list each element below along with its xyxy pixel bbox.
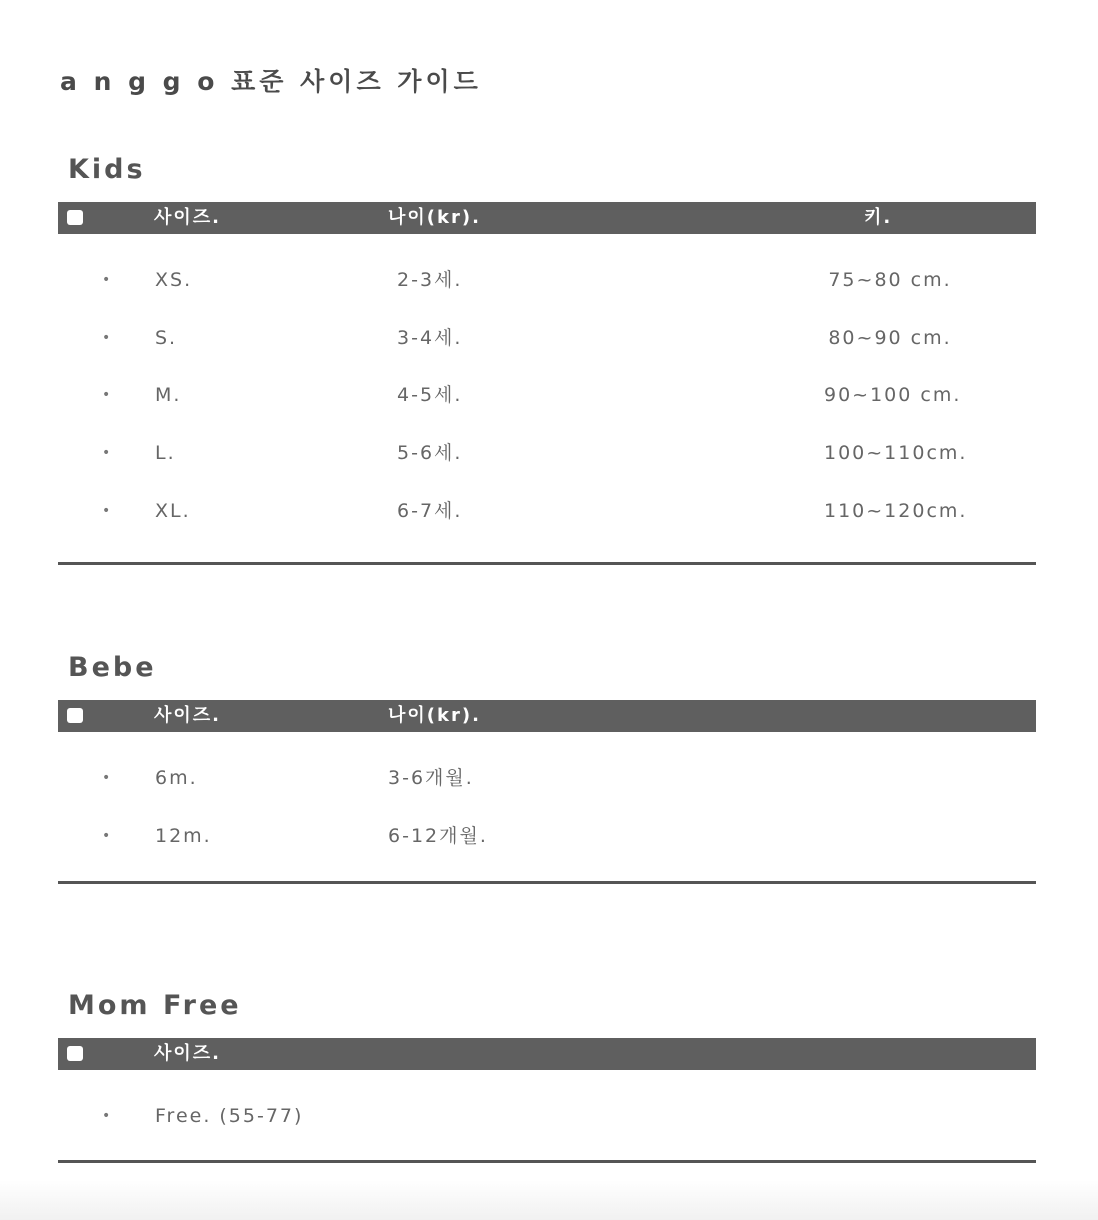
table-row: [58, 763, 1036, 793]
size-cell: M.: [155, 384, 182, 406]
bullet-icon: •: [102, 1108, 113, 1124]
age-cell: 5-6세.: [397, 442, 463, 464]
bullet-icon: •: [102, 272, 113, 288]
bottom-fade: [0, 1180, 1098, 1220]
height-cell: 75~80 cm.: [828, 269, 952, 291]
size-cell: 6m.: [155, 767, 198, 789]
table-header-bebe: [58, 700, 1036, 732]
table-row: [58, 1101, 1036, 1131]
section-divider: [58, 881, 1036, 884]
table-row: [58, 496, 1036, 526]
size-cell: L.: [155, 442, 176, 464]
bullet-icon: •: [102, 330, 113, 346]
height-cell: 100~110cm.: [824, 442, 968, 464]
checkbox-icon: [67, 1046, 83, 1061]
table-header-kids: [58, 202, 1036, 234]
age-cell: 4-5세.: [397, 384, 463, 406]
size-cell: S.: [155, 327, 178, 349]
section-divider: [58, 1160, 1036, 1163]
age-cell: 3-6개월.: [388, 767, 474, 789]
age-cell: 2-3세.: [397, 269, 463, 291]
section-title-kids: Kids: [68, 154, 146, 185]
header-size: 사이즈.: [154, 1043, 222, 1064]
kids-section: [58, 154, 1036, 574]
height-cell: 80~90 cm.: [828, 327, 952, 349]
table-row: [58, 821, 1036, 851]
table-row: [58, 380, 1036, 410]
table-header-mom-free: [58, 1038, 1036, 1070]
bullet-icon: •: [102, 770, 113, 786]
header-size: 사이즈.: [154, 705, 222, 726]
size-cell: XS.: [155, 269, 193, 291]
age-cell: 6-12개월.: [388, 825, 488, 847]
table-row: [58, 438, 1036, 468]
age-cell: 6-7세.: [397, 500, 463, 522]
mom-free-section: [58, 990, 1036, 1175]
size-cell: XL.: [155, 500, 191, 522]
section-title-bebe: Bebe: [68, 652, 157, 683]
size-cell: Free. (55-77): [155, 1105, 304, 1127]
bullet-icon: •: [102, 387, 113, 403]
header-age: 나이(kr).: [388, 705, 481, 726]
header-size: 사이즈.: [154, 207, 222, 228]
table-row: [58, 323, 1036, 353]
bullet-icon: •: [102, 445, 113, 461]
section-title-mom-free: Mom Free: [68, 990, 242, 1021]
page-title: a n g g o 표준 사이즈 가이드: [60, 67, 482, 96]
checkbox-icon: [67, 708, 83, 723]
header-height: 키.: [864, 207, 893, 228]
header-age: 나이(kr).: [388, 207, 481, 228]
table-row: [58, 265, 1036, 295]
height-cell: 90~100 cm.: [824, 384, 962, 406]
age-cell: 3-4세.: [397, 327, 463, 349]
bullet-icon: •: [102, 828, 113, 844]
section-divider: [58, 562, 1036, 565]
bullet-icon: •: [102, 503, 113, 519]
height-cell: 110~120cm.: [824, 500, 968, 522]
checkbox-icon: [67, 210, 83, 225]
bebe-section: [58, 652, 1036, 892]
size-cell: 12m.: [155, 825, 212, 847]
